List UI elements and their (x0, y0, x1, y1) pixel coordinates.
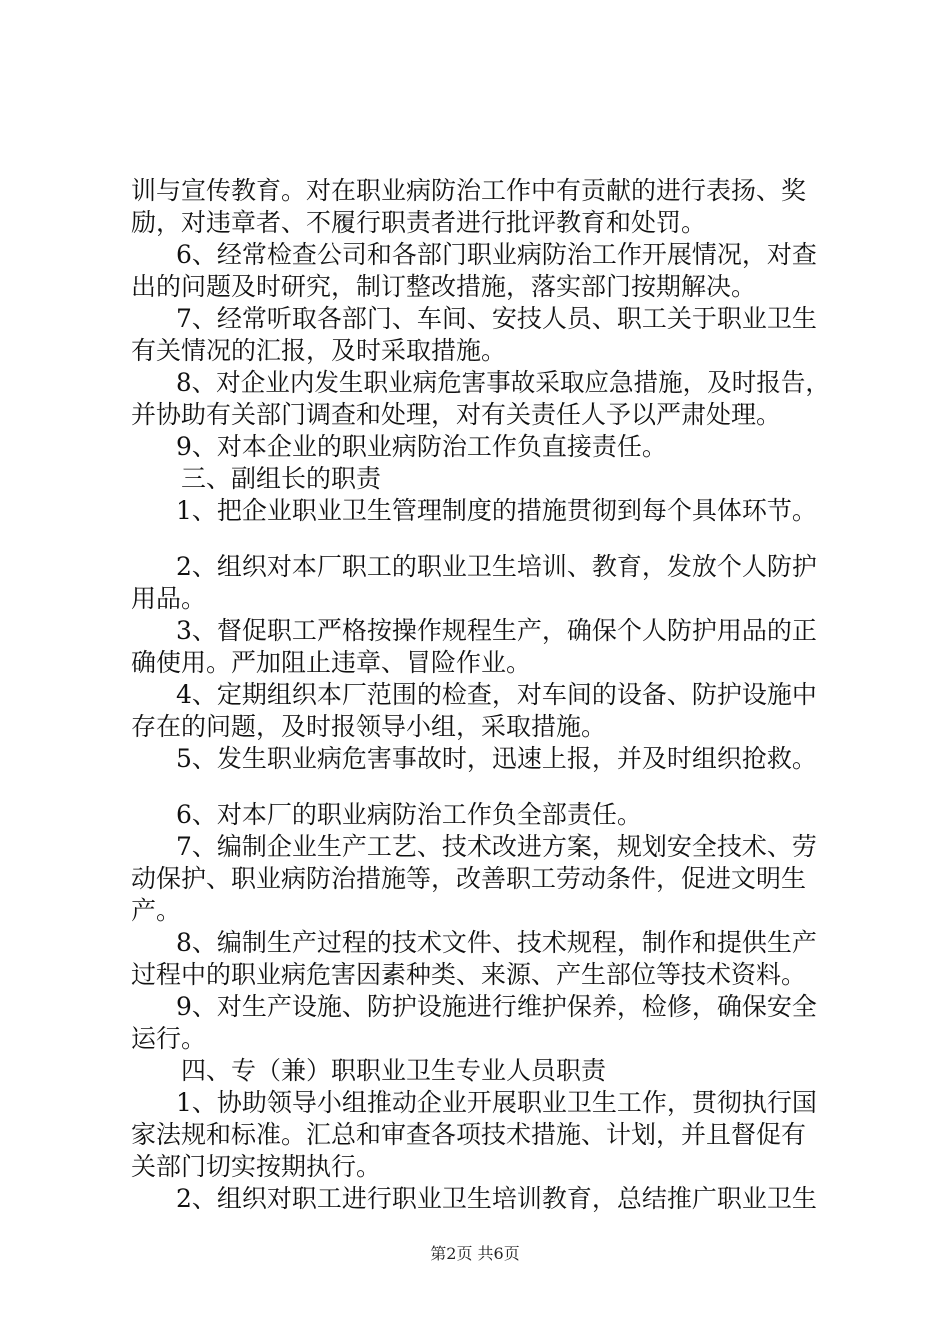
text-line: 9、对生产设施、防护设施进行维护保养，检修，确保安全 (176, 992, 817, 1021)
section-heading: 四、专（兼）职职业卫生专业人员职责 (181, 1056, 607, 1085)
text-line: 存在的问题，及时报领导小组，采取措施。 (131, 712, 607, 741)
text-line: 7、编制企业生产工艺、技术改进方案，规划安全技术、劳 (176, 832, 817, 861)
section-heading: 三、副组长的职责 (181, 464, 382, 493)
text-line: 出的问题及时研究，制订整改措施，落实部门按期解决。 (131, 272, 757, 301)
text-line: 励，对违章者、不履行职责者进行批评教育和处罚。 (131, 208, 707, 237)
page-footer: 第2页 共6页 (430, 1244, 520, 1263)
text-line: 5、发生职业病危害事故时，迅速上报，并及时组织抢救。 (176, 744, 817, 773)
text-line: 9、对本企业的职业病防治工作负直接责任。 (176, 432, 667, 461)
text-line: 过程中的职业病危害因素种类、来源、产生部位等技术资料。 (131, 960, 807, 989)
text-line: 2、组织对本厂职工的职业卫生培训、教育，发放个人防护 (176, 552, 817, 581)
text-line: 4、定期组织本厂范围的检查，对车间的设备、防护设施中 (176, 680, 817, 709)
text-line: 1、把企业职业卫生管理制度的措施贯彻到每个具体环节。 (176, 496, 817, 525)
text-line: 动保护、职业病防治措施等，改善职工劳动条件，促进文明生 (131, 864, 807, 893)
text-line: 有关情况的汇报，及时采取措施。 (131, 336, 507, 365)
text-line: 6、经常检查公司和各部门职业病防治工作开展情况，对查 (176, 240, 817, 269)
text-line: 1、协助领导小组推动企业开展职业卫生工作，贯彻执行国 (176, 1088, 817, 1117)
text-line: 产。 (131, 896, 182, 925)
text-line: 2、组织对职工进行职业卫生培训教育，总结推广职业卫生 (176, 1184, 817, 1213)
text-line: 运行。 (131, 1024, 207, 1053)
text-line: 8、对企业内发生职业病危害事故采取应急措施，及时报告， (176, 368, 830, 397)
text-line: 并协助有关部门调查和处理，对有关责任人予以严肃处理。 (131, 400, 782, 429)
text-line: 6、对本厂的职业病防治工作负全部责任。 (176, 800, 642, 829)
text-line: 训与宣传教育。对在职业病防治工作中有贡献的进行表扬、奖 (131, 176, 807, 205)
text-line: 确使用。严加阻止违章、冒险作业。 (131, 648, 532, 677)
text-line: 家法规和标准。汇总和审查各项技术措施、计划，并且督促有 (131, 1120, 807, 1149)
text-line: 3、督促职工严格按操作规程生产，确保个人防护用品的正 (176, 616, 817, 645)
text-line: 7、经常听取各部门、车间、安技人员、职工关于职业卫生 (176, 304, 817, 333)
text-line: 用品。 (131, 584, 207, 613)
text-line: 关部门切实按期执行。 (131, 1152, 382, 1181)
text-line: 8、编制生产过程的技术文件、技术规程，制作和提供生产 (176, 928, 817, 957)
